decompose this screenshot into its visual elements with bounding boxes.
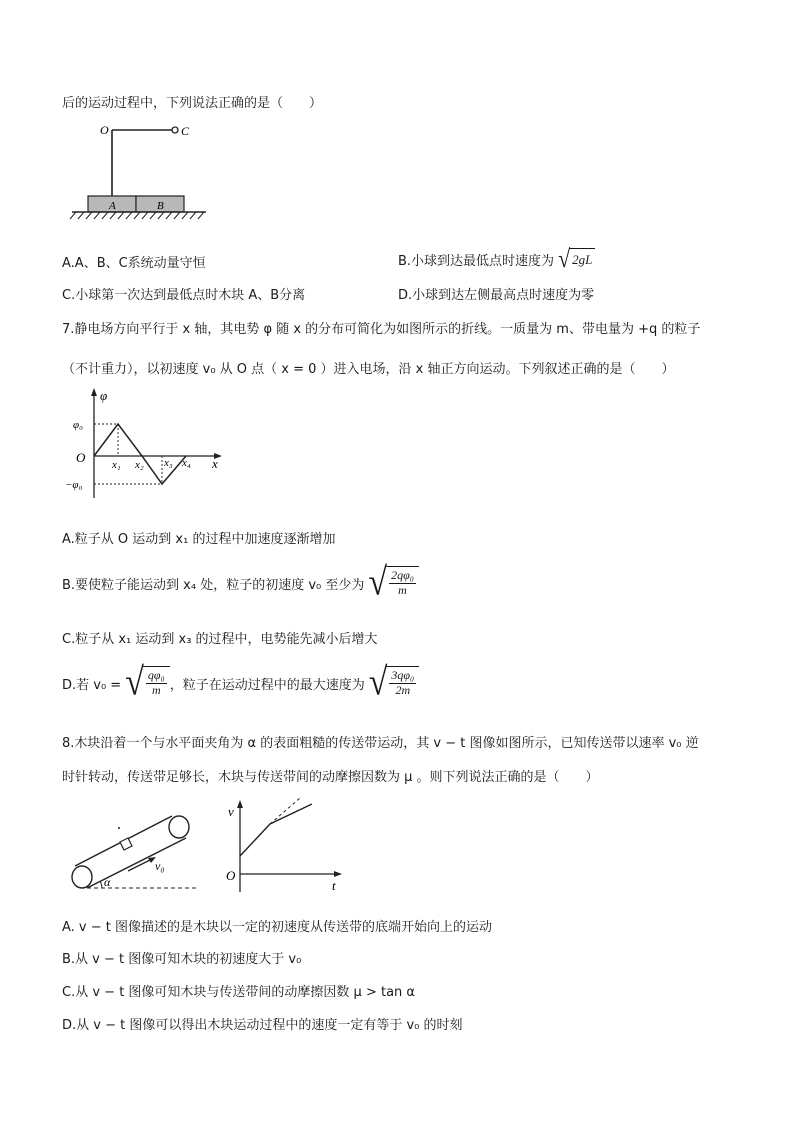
- pendulum-figure: [60, 118, 220, 228]
- q7-option-a: A.粒子从 O 运动到 x₁ 的过程中加速度逐渐增加: [62, 532, 336, 547]
- phi0-label: φ₀: [73, 419, 83, 431]
- intro-text: 后的运动过程中，下列说法正确的是（ ）: [62, 96, 323, 111]
- origin-label: O: [76, 450, 86, 465]
- q8-stem-line2: 时针转动，传送带足够长，木块与传送带间的动摩擦因数为 μ 。则下列说法正确的是（ ）: [62, 770, 599, 785]
- q7-d-num2: 3qφ₀: [391, 668, 415, 683]
- conveyor-belt-figure: [62, 796, 212, 896]
- neg-phi0-label: −φ₀: [65, 479, 83, 491]
- sqrt-d1: √ $\frac{\text{qφ₀}}{m}$: [125, 666, 169, 700]
- phi-axis-label: φ: [100, 388, 108, 403]
- vt-origin-label: O: [226, 868, 236, 883]
- x2-label: x₂: [135, 459, 144, 471]
- label-b: B: [157, 200, 164, 212]
- q6-option-b: [398, 244, 595, 273]
- q7-option-d-pre: D.若 v₀ =: [62, 677, 122, 693]
- q6-option-c: C.小球第一次达到最低点时木块 A、B分离: [62, 288, 306, 303]
- q6-option-b-text: B.小球到达最低点时速度为: [398, 253, 555, 269]
- phi-curve: [94, 424, 186, 484]
- ball-c: [172, 127, 178, 133]
- v0-label: v₀: [155, 859, 165, 873]
- q7-option-c: C.粒子从 x₁ 运动到 x₃ 的过程中，电势能先减小后增大: [62, 632, 378, 647]
- label-c: C: [181, 124, 190, 138]
- q7-b-num: 2qφ₀: [391, 568, 414, 583]
- v-t-graph: [222, 796, 352, 896]
- v-t-curve: [240, 804, 312, 856]
- q7-stem-line1: 7.静电场方向平行于 x 轴，其电势 φ 随 x 的分布可简化为如图所示的折线。一质量为 m、带电量为 +q 的粒子: [62, 322, 701, 337]
- x4-label: x₄: [182, 457, 191, 469]
- x-axis-label: x: [212, 456, 218, 471]
- q8-stem-line1: 8.木块沿着一个与水平面夹角为 α 的表面粗糙的传送带运动，其 v − t 图像如图所示，已知传送带以速率 v₀ 逆: [62, 736, 699, 751]
- sqrt-b: √ $\frac{\text{2qφ₀}}{m}$: [368, 566, 418, 600]
- q7-d-den1: m: [151, 683, 161, 697]
- label-o: O: [100, 123, 109, 137]
- sqrt-2gl: √ 2gL: [558, 248, 595, 270]
- t-axis-label: t: [332, 878, 336, 893]
- phi-x-graph: [62, 386, 227, 504]
- alpha-label: α: [104, 875, 111, 889]
- v-axis-label: v: [228, 804, 234, 819]
- sqrt-d2: √ $\frac{\text{3qφ₀}}{2m}$: [369, 666, 419, 700]
- q6-option-d: D.小球到达左侧最高点时速度为零: [398, 288, 595, 303]
- v-t-extension: [270, 798, 300, 824]
- q7-option-d: [62, 661, 419, 704]
- sqrt-2gl-body: 2gL: [569, 248, 595, 270]
- q7-d-den2: 2m: [395, 683, 411, 697]
- q7-d-num1: qφ₀: [147, 668, 165, 683]
- q7-b-den: m: [398, 583, 407, 597]
- x1-label: x₁: [112, 459, 121, 471]
- wood-block: [120, 838, 132, 850]
- q8-option-b: B.从 v − t 图像可知木块的初速度大于 v₀: [62, 952, 302, 967]
- q8-option-d: D.从 v − t 图像可以得出木块运动过程中的速度一定有等于 v₀ 的时刻: [62, 1018, 463, 1033]
- q8-option-a: A. v − t 图像描述的是木块以一定的初速度从传送带的底端开始向上的运动: [62, 920, 493, 935]
- q7-option-b: [62, 561, 419, 604]
- x3-label: x₃: [164, 457, 173, 469]
- q7-stem-line2: （不计重力），以初速度 v₀ 从 O 点（ x = 0 ）进入电场，沿 x 轴正方向运动。下列叙述正确的是（ ）: [62, 362, 675, 377]
- q7-option-d-mid: ，粒子在运动过程中的最大速度为: [169, 677, 365, 693]
- q6-option-a: A.A、B、C系统动量守恒: [62, 256, 206, 271]
- q8-option-c: C.从 v − t 图像可知木块与传送带间的动摩擦因数 μ > tan α: [62, 985, 415, 1000]
- label-a: A: [109, 200, 116, 212]
- q7-option-b-text: B.要使粒子能运动到 x₄ 处，粒子的初速度 v₀ 至少为: [62, 577, 365, 593]
